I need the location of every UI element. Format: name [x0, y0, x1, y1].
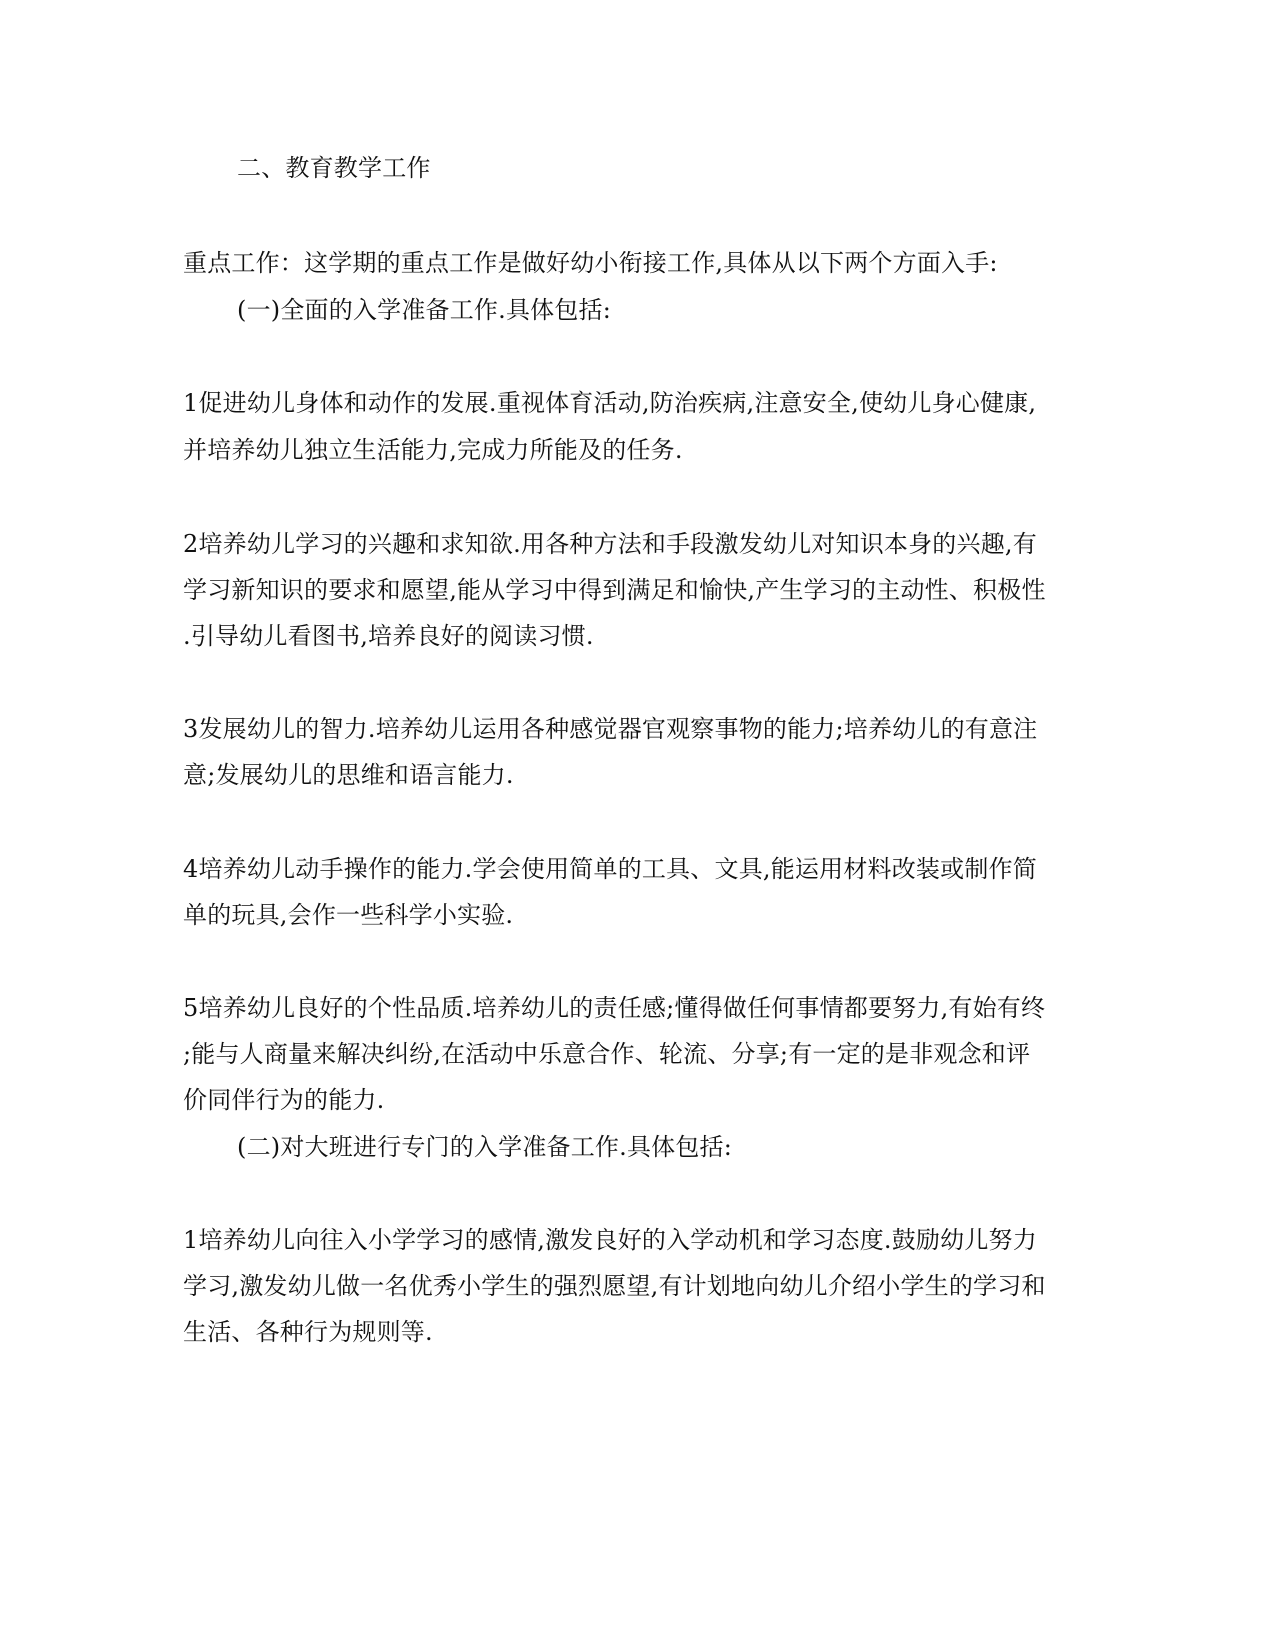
item-1-line-1: 1促进幼儿身体和动作的发展.重视体育活动,防治疾病,注意安全,使幼儿身心健康, [183, 389, 1037, 417]
item-4-line-1: 4培养幼儿动手操作的能力.学会使用简单的工具、文具,能运用材料改装或制作简 [183, 855, 1037, 883]
section-heading: 二、教育教学工作 [237, 154, 431, 182]
item-5-line-3: 价同伴行为的能力. [183, 1086, 385, 1114]
item-5-line-2: ;能与人商量来解决纠纷,在活动中乐意合作、轮流、分享;有一定的是非观念和评 [183, 1040, 1031, 1068]
item-2-line-3: .引导幼儿看图书,培养良好的阅读习惯. [183, 622, 594, 650]
item-4-line-2: 单的玩具,会作一些科学小实验. [183, 901, 514, 929]
section-two-title: (二)对大班进行专门的入学准备工作.具体包括: [237, 1133, 733, 1161]
section-one-title: (一)全面的入学准备工作.具体包括: [237, 296, 612, 324]
item-2-line-2: 学习新知识的要求和愿望,能从学习中得到满足和愉快,产生学习的主动性、积极性 [183, 576, 1046, 604]
item-b1-line-1: 1培养幼儿向往入小学学习的感情,激发良好的入学动机和学习态度.鼓励幼儿努力 [183, 1226, 1037, 1254]
item-2-line-1: 2培养幼儿学习的兴趣和求知欲.用各种方法和手段激发幼儿对知识本身的兴趣,有 [183, 530, 1037, 558]
intro-line: 重点工作：这学期的重点工作是做好幼小衔接工作,具体从以下两个方面入手: [183, 249, 998, 277]
item-1-line-2: 并培养幼儿独立生活能力,完成力所能及的任务. [183, 436, 683, 464]
item-3-line-2: 意;发展幼儿的思维和语言能力. [183, 761, 514, 789]
item-b1-line-3: 生活、各种行为规则等. [183, 1318, 433, 1346]
item-5-line-1: 5培养幼儿良好的个性品质.培养幼儿的责任感;懂得做任何事情都要努力,有始有终 [183, 994, 1046, 1022]
item-3-line-1: 3发展幼儿的智力.培养幼儿运用各种感觉器官观察事物的能力;培养幼儿的有意注 [183, 715, 1038, 743]
item-b1-line-2: 学习,激发幼儿做一名优秀小学生的强烈愿望,有计划地向幼儿介绍小学生的学习和 [183, 1272, 1046, 1300]
